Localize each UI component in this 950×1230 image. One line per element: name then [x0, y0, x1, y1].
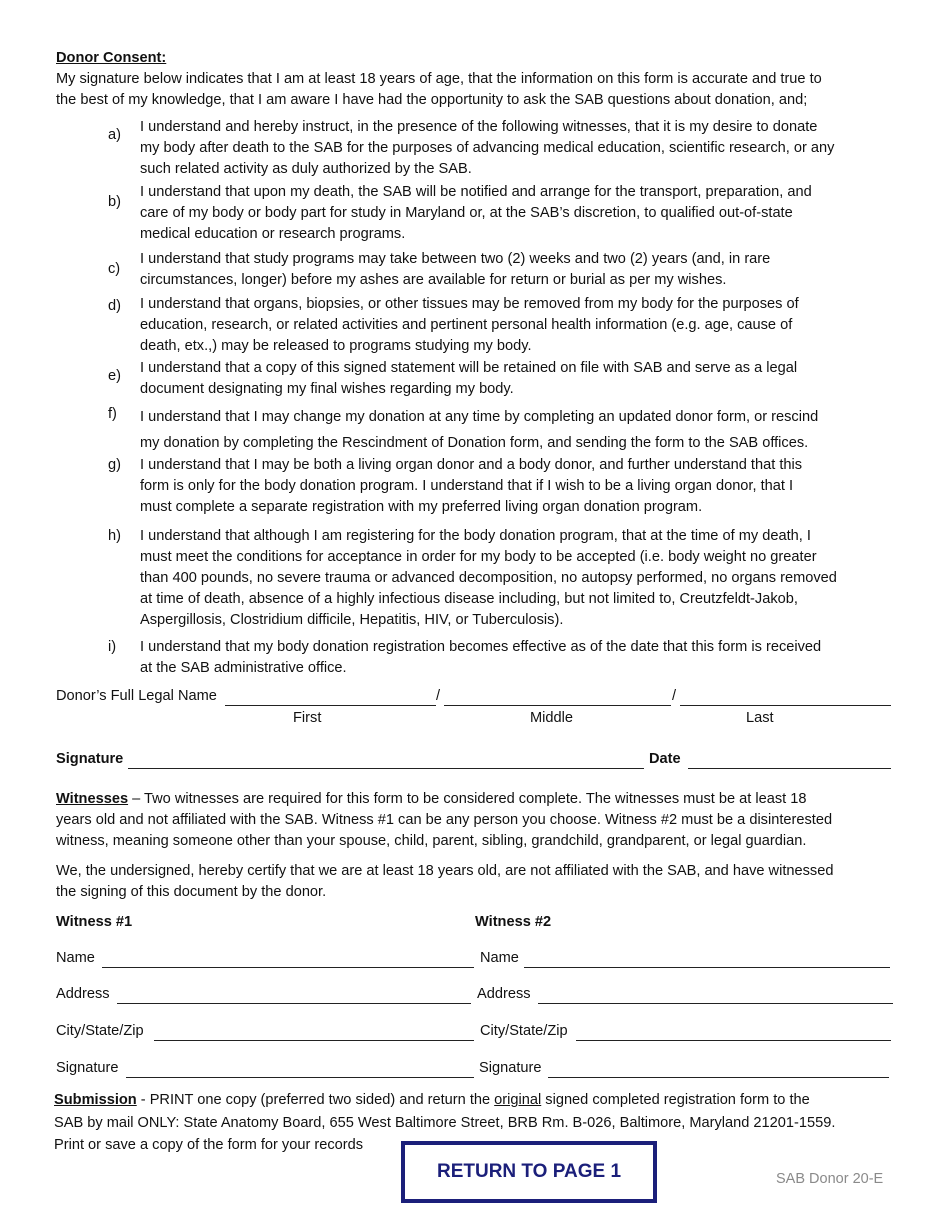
witnesses-line-2: years old and not affiliated with the SAB. Witness #1 can be any person you choose. Witness #2 must be a disinterested: [56, 812, 833, 828]
submission-heading: Submission: [54, 1092, 137, 1108]
consent-item-line: I understand that upon my death, the SAB will be notified and arrange for the transport, preparation, and: [140, 184, 812, 200]
last-label: Last: [746, 710, 774, 726]
consent-item-line: education, research, or related activities and pertinent personal health information (e.g. age, cause of: [140, 317, 793, 333]
consent-item-line: must meet the conditions for acceptance in order for my body to be accepted (i.e. body weight no greater: [140, 549, 817, 565]
consent-item-line: I understand that a copy of this signed statement will be retained on file with SAB and serve as a legal: [140, 360, 798, 376]
submission-text-2: signed completed registration form to the: [541, 1092, 810, 1108]
witness-2-city-line[interactable]: [576, 1040, 891, 1041]
consent-item-line: at the SAB administrative office.: [140, 660, 347, 676]
consent-item-label: c): [108, 261, 121, 277]
witness-2-name-label: Name: [480, 950, 519, 966]
consent-item-line: I understand that my body donation registration becomes effective as of the date that this form is received: [140, 639, 822, 655]
consent-item-line: must complete a separate registration with my preferred living organ donation program.: [140, 499, 703, 515]
witness-2-signature-label: Signature: [479, 1060, 542, 1076]
name-slash-2: /: [672, 688, 677, 704]
middle-label: Middle: [530, 710, 573, 726]
witness-1-address-line[interactable]: [117, 1003, 471, 1004]
submission-original: original: [494, 1092, 542, 1108]
consent-item-label: g): [108, 457, 121, 473]
consent-item-line: my body after death to the SAB for the purposes of advancing medical education, scientific research, or any: [140, 140, 835, 156]
submission-text-1: - PRINT one copy (preferred two sided) and return the: [136, 1092, 495, 1108]
consent-item-line: I understand that study programs may take between two (2) weeks and two (2) years (and, in rare: [140, 251, 771, 267]
donor-name-label: Donor’s Full Legal Name: [56, 688, 217, 704]
consent-intro-line-2: the best of my knowledge, that I am aware I have had the opportunity to ask the SAB questions about donation, and;: [56, 92, 808, 108]
consent-item-line: circumstances, longer) before my ashes are available for return or burial as per my wishes.: [140, 272, 727, 288]
name-slash-1: /: [436, 688, 441, 704]
consent-item-line: form is only for the body donation program. I understand that if I wish to be a living organ donor, that I: [140, 478, 794, 494]
witness-1-city-line[interactable]: [154, 1040, 474, 1041]
middle-name-line[interactable]: [444, 705, 671, 706]
donor-signature-label: Signature: [56, 751, 124, 767]
witness-2-name-line[interactable]: [524, 967, 890, 968]
consent-item-line: I understand that although I am registering for the body donation program, that at the time of my death, I: [140, 528, 811, 544]
witness-1-title: Witness #1: [56, 914, 133, 930]
first-label: First: [293, 710, 322, 726]
consent-item-line: I understand and hereby instruct, in the presence of the following witnesses, that it is my desire to donate: [140, 119, 818, 135]
witness-1-address-label: Address: [56, 986, 110, 1002]
witness-1-city-label: City/State/Zip: [56, 1023, 144, 1039]
consent-item-label: b): [108, 194, 121, 210]
consent-heading: Donor Consent:: [56, 50, 167, 66]
certify-line-2: the signing of this document by the donor.: [56, 884, 327, 900]
consent-item-line: medical education or research programs.: [140, 226, 406, 242]
submission-line-2: SAB by mail ONLY: State Anatomy Board, 655 West Baltimore Street, BRB Rm. B-026, Baltimore, Maryland 21201-1559.: [54, 1115, 836, 1131]
consent-item-label: h): [108, 528, 121, 544]
witness-2-address-line[interactable]: [538, 1003, 893, 1004]
witness-2-address-label: Address: [477, 986, 531, 1002]
first-name-line[interactable]: [225, 705, 436, 706]
witness-2-title: Witness #2: [475, 914, 552, 930]
consent-item-line: I understand that organs, biopsies, or other tissues may be removed from my body for the purposes of: [140, 296, 799, 312]
witnesses-line-1: [56, 791, 806, 807]
certify-line-1: We, the undersigned, hereby certify that we are at least 18 years old, are not affiliated with the SAB, and have witnessed: [56, 863, 834, 879]
consent-item-line: such related activity as duly authorized by the SAB.: [140, 161, 472, 177]
consent-item-line: care of my body or body part for study in Maryland or, at the SAB’s discretion, to qualified out-of-state: [140, 205, 793, 221]
witness-2-city-label: City/State/Zip: [480, 1023, 568, 1039]
submission-line-3: Print or save a copy of the form for your records: [54, 1137, 364, 1153]
witnesses-dash: –: [128, 791, 145, 807]
witnesses-heading: Witnesses: [56, 791, 129, 807]
consent-item-label: a): [108, 127, 121, 143]
consent-item-line: my donation by completing the Rescindment of Donation form, and sending the form to the SAB offices.: [140, 435, 809, 451]
witnesses-line-3: witness, meaning someone other than your spouse, child, parent, sibling, grandchild, grandparent, or legal guardian.: [56, 833, 807, 849]
donor-signature-line[interactable]: [128, 768, 644, 769]
form-id: SAB Donor 20-E: [776, 1171, 884, 1187]
consent-item-line: death, etx.,) may be released to programs studying my body.: [140, 338, 532, 354]
consent-item-line: I understand that I may change my donation at any time by completing an updated donor form, or rescind: [140, 409, 819, 425]
last-name-line[interactable]: [680, 705, 891, 706]
donor-date-line[interactable]: [688, 768, 891, 769]
consent-item-label: e): [108, 368, 121, 384]
witness-2-signature-line[interactable]: [548, 1077, 889, 1078]
consent-item-label: i): [108, 639, 117, 655]
witness-1-name-label: Name: [56, 950, 95, 966]
witness-1-signature-line[interactable]: [126, 1077, 474, 1078]
consent-item-line: at time of death, absence of a highly infectious disease including, but not limited to, Creutzfeldt-Jakob,: [140, 591, 798, 607]
submission-line-1: [54, 1092, 810, 1108]
consent-item-line: Aspergillosis, Clostridium difficile, Hepatitis, HIV, or Tuberculosis).: [140, 612, 564, 628]
donor-date-label: Date: [649, 751, 681, 767]
consent-item-label: f): [108, 406, 117, 422]
witness-1-signature-label: Signature: [56, 1060, 119, 1076]
witness-1-name-line[interactable]: [102, 967, 474, 968]
witnesses-text-1: Two witnesses are required for this form to be considered complete. The witnesses must be at least 18: [144, 791, 807, 807]
return-to-page-1-button[interactable]: RETURN TO PAGE 1: [401, 1141, 657, 1203]
consent-item-label: d): [108, 298, 121, 314]
consent-intro-line-1: My signature below indicates that I am at least 18 years of age, that the information on this form is accurate and true to: [56, 71, 822, 87]
consent-item-line: than 400 pounds, no severe trauma or advanced decomposition, no autopsy performed, no organs removed: [140, 570, 837, 586]
consent-item-line: document designating my final wishes regarding my body.: [140, 381, 514, 397]
consent-item-line: I understand that I may be both a living organ donor and a body donor, and further understand that this: [140, 457, 803, 473]
